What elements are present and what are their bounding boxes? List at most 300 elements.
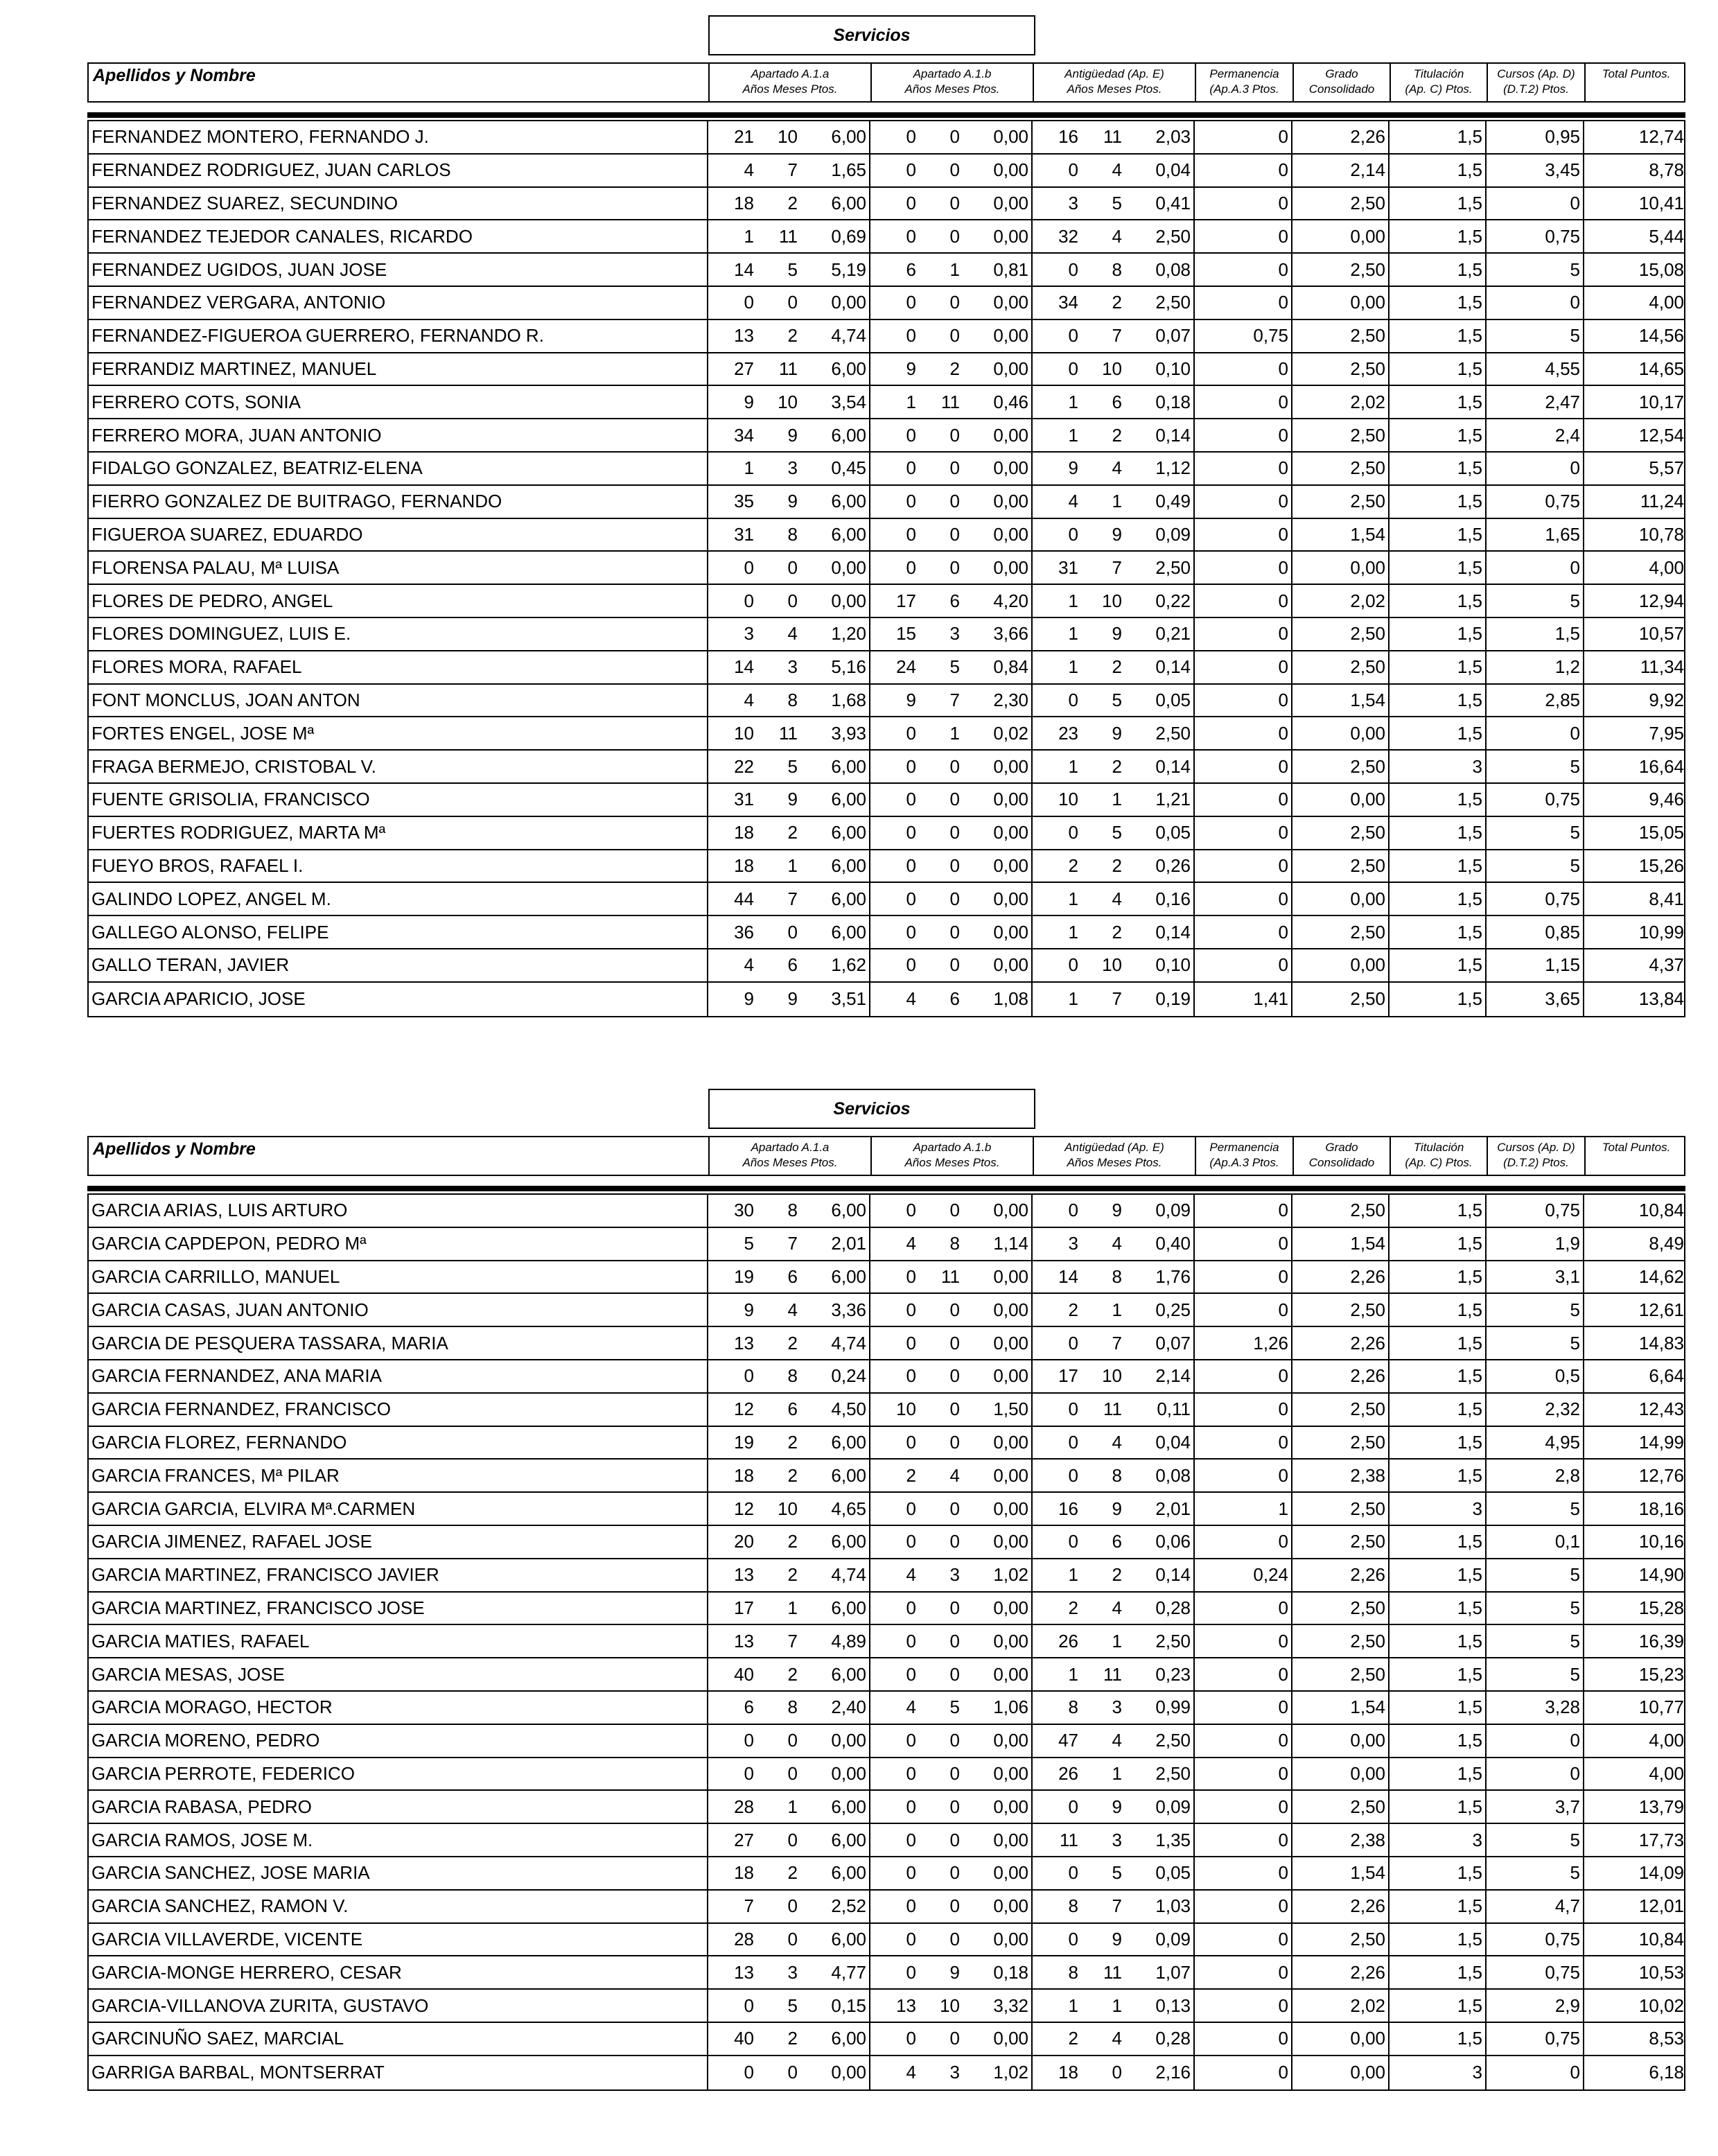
table-row <box>89 751 1684 784</box>
cell-value: 5 <box>1570 1862 1580 1884</box>
cell-value: 0 <box>787 921 798 943</box>
cell-value: 1 <box>1112 789 1122 810</box>
cell-value: 0,75 <box>1545 2028 1580 2049</box>
cell-value: 2 <box>1112 854 1122 876</box>
cell-value: 0,69 <box>831 225 866 247</box>
cell-value: 0 <box>1068 1862 1078 1884</box>
cell-value: 26 <box>1058 1630 1078 1651</box>
cell-value: 0 <box>949 424 960 446</box>
cell-value: 0,75 <box>1545 1928 1580 1949</box>
cell-value: 2,50 <box>1350 1431 1385 1453</box>
cell-value: 14,62 <box>1638 1265 1684 1287</box>
cell-value: 1,5 <box>1457 689 1482 710</box>
cell-value: 13 <box>734 1961 754 1983</box>
cell-value: 13,79 <box>1638 1796 1684 1817</box>
cell-value: 1,5 <box>1457 1730 1482 1751</box>
cell-value: 28 <box>734 1796 754 1817</box>
cell-value: 2,26 <box>1350 1961 1385 1983</box>
column-header-line: Apartado A.1.b <box>913 67 992 80</box>
cell-value: 2,50 <box>1350 1630 1385 1651</box>
cell-value: 13 <box>896 1995 916 2016</box>
cell-value: 0 <box>1278 656 1288 678</box>
cell-value: 2,26 <box>1350 126 1385 148</box>
column-header-line: Años Meses Ptos. <box>1067 1156 1162 1169</box>
cell-value: 15,26 <box>1638 854 1684 876</box>
cell-value: 0 <box>949 1597 960 1618</box>
cell-value: 1 <box>1068 755 1078 777</box>
cell-value: 1,54 <box>1350 1697 1385 1718</box>
cell-value: 31 <box>734 523 754 545</box>
cell-value: 7 <box>787 888 798 909</box>
cell-value: 5 <box>949 656 960 678</box>
cell-value: 1,26 <box>1253 1332 1288 1353</box>
cell-name: GARCIA MARTINEZ, FRANCISCO JOSE <box>91 1597 425 1618</box>
cell-value: 0 <box>1278 623 1288 645</box>
cell-value: 0,00 <box>831 1730 866 1751</box>
cell-value: 2 <box>1112 292 1122 313</box>
cell-value: 0 <box>1112 2062 1122 2083</box>
cell-value: 17 <box>1058 1365 1078 1387</box>
cell-value: 0 <box>906 523 916 545</box>
table-row <box>89 188 1684 221</box>
cell-value: 2,50 <box>1350 1299 1385 1320</box>
cell-value: 0 <box>1068 523 1078 545</box>
cell-value: 2,32 <box>1545 1399 1580 1420</box>
cell-value: 0 <box>949 822 960 843</box>
cell-value: 2,50 <box>1155 722 1191 744</box>
cell-value: 21 <box>734 126 754 148</box>
cell-value: 2,50 <box>1350 192 1385 213</box>
cell-value: 4,00 <box>1649 1762 1684 1784</box>
cell-value: 13,84 <box>1638 988 1684 1010</box>
cell-value: 1,14 <box>993 1233 1028 1254</box>
cell-value: 8 <box>787 1697 798 1718</box>
cell-value: 1,5 <box>1457 1895 1482 1917</box>
cell-value: 5 <box>1112 689 1122 710</box>
cell-value: 0,02 <box>993 722 1028 744</box>
cell-value: 1 <box>1068 656 1078 678</box>
table-row <box>89 1195 1684 1228</box>
table-row <box>89 1956 1684 1990</box>
cell-value: 0 <box>787 292 798 313</box>
cell-value: 0,00 <box>993 159 1028 181</box>
cell-value: 1,5 <box>1457 225 1482 247</box>
cell-value: 6,00 <box>831 1663 866 1685</box>
cell-value: 0 <box>949 1332 960 1353</box>
cell-value: 0,75 <box>1253 325 1288 347</box>
cell-value: 4 <box>906 2062 916 2083</box>
cell-name: GARCIA RAMOS, JOSE M. <box>91 1829 313 1850</box>
cell-value: 12,76 <box>1638 1464 1684 1486</box>
cell-value: 0 <box>949 457 960 479</box>
cell-value: 15,23 <box>1638 1663 1684 1685</box>
cell-value: 6,00 <box>831 491 866 512</box>
cell-value: 2,26 <box>1350 1564 1385 1586</box>
cell-value: 7 <box>787 159 798 181</box>
cell-value: 5,16 <box>831 656 866 678</box>
cell-value: 0,00 <box>831 292 866 313</box>
cell-value: 44 <box>734 888 754 909</box>
cell-value: 0,00 <box>993 1431 1028 1453</box>
cell-value: 0,28 <box>1155 1597 1191 1618</box>
table-row <box>89 1427 1684 1460</box>
cell-value: 0 <box>1278 954 1288 976</box>
cell-name: FLORES DE PEDRO, ANGEL <box>91 590 333 611</box>
cell-value: 3 <box>1472 1829 1482 1850</box>
column-header-line: Permanencia <box>1209 1141 1279 1154</box>
cell-value: 2 <box>787 1464 798 1486</box>
cell-value: 0 <box>1278 258 1288 280</box>
cell-value: 0 <box>787 556 798 578</box>
cell-value: 0 <box>1278 391 1288 412</box>
cell-value: 4,74 <box>831 325 866 347</box>
cell-value: 0 <box>906 1663 916 1685</box>
cell-name: FERNANDEZ SUAREZ, SECUNDINO <box>91 192 398 213</box>
cell-value: 0,00 <box>1350 292 1385 313</box>
cell-value: 1,5 <box>1457 854 1482 876</box>
cell-value: 9,92 <box>1649 689 1684 710</box>
cell-value: 6,00 <box>831 1928 866 1949</box>
cell-value: 4 <box>787 623 798 645</box>
cell-value: 5 <box>1570 755 1580 777</box>
cell-value: 12 <box>734 1399 754 1420</box>
cell-value: 36 <box>734 921 754 943</box>
cell-value: 4,95 <box>1545 1431 1580 1453</box>
cell-value: 6,00 <box>831 1862 866 1884</box>
cell-value: 10,57 <box>1638 623 1684 645</box>
cell-value: 3,66 <box>993 623 1028 645</box>
cell-value: 0,00 <box>1350 2028 1385 2049</box>
cell-value: 8 <box>1112 1464 1122 1486</box>
cell-value: 1,20 <box>831 623 866 645</box>
cell-value: 2,50 <box>1155 225 1191 247</box>
cell-value: 9 <box>906 358 916 379</box>
cell-name: FLORES MORA, RAFAEL <box>91 656 302 678</box>
column-header-row <box>87 62 1685 103</box>
cell-value: 2,26 <box>1350 1365 1385 1387</box>
cell-value: 2 <box>787 1663 798 1685</box>
cell-name: GARCIA FERNANDEZ, ANA MARIA <box>91 1365 382 1387</box>
cell-value: 16 <box>1058 126 1078 148</box>
column-header-line: (Ap. C) Ptos. <box>1405 82 1473 96</box>
cell-value: 4 <box>1112 888 1122 909</box>
cell-value: 2,50 <box>1350 358 1385 379</box>
cell-value: 2 <box>787 1332 798 1353</box>
cell-value: 2,50 <box>1350 1200 1385 1221</box>
cell-value: 0 <box>906 159 916 181</box>
cell-name: GARCIA MATIES, RAFAEL <box>91 1630 310 1651</box>
cell-value: 6 <box>787 1265 798 1287</box>
cell-value: 1 <box>906 391 916 412</box>
cell-value: 9,46 <box>1649 789 1684 810</box>
cell-value: 40 <box>734 1663 754 1685</box>
cell-value: 0,00 <box>993 1762 1028 1784</box>
cell-value: 0 <box>1278 1829 1288 1850</box>
cell-value: 0,00 <box>1350 1730 1385 1751</box>
cell-name: FUERTES RODRIGUEZ, MARTA Mª <box>91 822 386 843</box>
cell-value: 0 <box>949 1299 960 1320</box>
cell-value: 6,64 <box>1649 1365 1684 1387</box>
cell-value: 0,21 <box>1155 623 1191 645</box>
cell-name: FLORES DOMINGUEZ, LUIS E. <box>91 623 351 645</box>
cell-value: 6,00 <box>831 1464 866 1486</box>
cell-value: 4 <box>1112 1730 1122 1751</box>
cell-value: 0 <box>906 1961 916 1983</box>
table-row <box>89 685 1684 718</box>
column-header-total <box>1584 64 1687 101</box>
cell-value: 11 <box>1103 126 1122 148</box>
cell-value: 22 <box>734 755 754 777</box>
cell-value: 0 <box>1278 1796 1288 1817</box>
table-row <box>89 155 1684 188</box>
table-row <box>89 419 1684 453</box>
cell-value: 1 <box>1068 988 1078 1010</box>
table-row <box>89 651 1684 685</box>
cell-value: 5 <box>1570 1564 1580 1586</box>
cell-value: 6,00 <box>831 1829 866 1850</box>
cell-value: 0,85 <box>1545 921 1580 943</box>
table-row <box>89 1791 1684 1824</box>
cell-value: 13 <box>734 1564 754 1586</box>
cell-value: 0 <box>1278 523 1288 545</box>
cell-value: 28 <box>734 1928 754 1949</box>
cell-value: 0 <box>906 424 916 446</box>
cell-value: 6,00 <box>831 1796 866 1817</box>
cell-value: 0 <box>906 1597 916 1618</box>
cell-value: 2,50 <box>1350 1663 1385 1685</box>
cell-name: GARCIA-VILLANOVA ZURITA, GUSTAVO <box>91 1995 429 2016</box>
cell-value: 10,84 <box>1638 1928 1684 1949</box>
cell-value: 2 <box>1068 1597 1078 1618</box>
cell-value: 0 <box>1570 556 1580 578</box>
cell-value: 0,00 <box>1350 789 1385 810</box>
cell-name: GALLO TERAN, JAVIER <box>91 954 290 976</box>
cell-value: 2,50 <box>1155 1762 1191 1784</box>
cell-value: 3 <box>787 457 798 479</box>
cell-value: 2,50 <box>1350 1928 1385 1949</box>
cell-value: 0 <box>949 954 960 976</box>
table-row <box>89 1725 1684 1758</box>
cell-value: 11 <box>779 358 798 379</box>
table-row <box>89 1460 1684 1493</box>
cell-value: 0 <box>906 1730 916 1751</box>
cell-value: 2,50 <box>1155 1630 1191 1651</box>
cell-value: 0,00 <box>831 556 866 578</box>
cell-value: 1,5 <box>1457 722 1482 744</box>
table-row <box>89 784 1684 817</box>
cell-value: 1 <box>744 225 754 247</box>
cell-value: 7 <box>787 1630 798 1651</box>
cell-value: 9 <box>787 988 798 1010</box>
cell-value: 1,5 <box>1457 1531 1482 1552</box>
table-row <box>89 1327 1684 1360</box>
cell-value: 11 <box>779 225 798 247</box>
cell-value: 40 <box>734 2028 754 2049</box>
cell-value: 0,09 <box>1155 523 1191 545</box>
cell-value: 5 <box>787 1995 798 2016</box>
cell-value: 1,35 <box>1155 1829 1191 1850</box>
cell-value: 2,50 <box>1350 1597 1385 1618</box>
cell-value: 1,5 <box>1457 1464 1482 1486</box>
cell-value: 11 <box>1103 1961 1122 1983</box>
cell-value: 5 <box>1570 590 1580 611</box>
cell-value: 4 <box>744 159 754 181</box>
cell-value: 34 <box>734 424 754 446</box>
cell-value: 9 <box>1112 523 1122 545</box>
cell-name: FERRANDIZ MARTINEZ, MANUEL <box>91 358 377 379</box>
cell-value: 3,54 <box>831 391 866 412</box>
cell-value: 0 <box>906 1498 916 1519</box>
table-row <box>89 1593 1684 1626</box>
column-header-total <box>1584 1137 1687 1175</box>
cell-value: 0 <box>906 1762 916 1784</box>
cell-value: 0 <box>1278 1265 1288 1287</box>
cell-value: 0 <box>1068 1796 1078 1817</box>
cell-value: 0 <box>949 1365 960 1387</box>
cell-value: 0,18 <box>1155 391 1191 412</box>
column-header-name_col: Apellidos y Nombre <box>93 1139 256 1159</box>
header-divider <box>87 1186 1685 1191</box>
cell-value: 10 <box>778 1498 798 1519</box>
cell-value: 9 <box>744 988 754 1010</box>
column-header-line: (D.T.2) Ptos. <box>1503 82 1569 96</box>
cell-value: 8 <box>1068 1895 1078 1917</box>
cell-value: 12 <box>734 1498 754 1519</box>
cell-value: 24 <box>896 656 916 678</box>
cell-value: 9 <box>1112 1498 1122 1519</box>
column-header-line: Años Meses Ptos. <box>904 82 1000 96</box>
cell-value: 8 <box>787 689 798 710</box>
cell-value: 0,00 <box>993 1663 1028 1685</box>
cell-value: 0,00 <box>993 822 1028 843</box>
cell-value: 9 <box>1112 1200 1122 1221</box>
cell-value: 0 <box>906 225 916 247</box>
cell-value: 27 <box>734 1829 754 1850</box>
cell-value: 2,26 <box>1350 1332 1385 1353</box>
cell-value: 1,5 <box>1457 822 1482 843</box>
cell-value: 7 <box>1112 325 1122 347</box>
cell-value: 12,94 <box>1638 590 1684 611</box>
cell-value: 1 <box>1112 1762 1122 1784</box>
cell-value: 1,50 <box>993 1399 1028 1420</box>
cell-value: 2,38 <box>1350 1829 1385 1850</box>
cell-value: 0 <box>1278 590 1288 611</box>
cell-value: 4,89 <box>831 1630 866 1651</box>
cell-name: GARCIA GARCIA, ELVIRA Mª.CARMEN <box>91 1498 416 1519</box>
cell-value: 6 <box>949 590 960 611</box>
cell-value: 1,65 <box>1545 523 1580 545</box>
cell-value: 1,5 <box>1457 656 1482 678</box>
cell-name: FLORENSA PALAU, Mª LUISA <box>91 556 340 578</box>
cell-value: 6,00 <box>831 1531 866 1552</box>
cell-value: 0 <box>949 1895 960 1917</box>
cell-value: 0 <box>1068 1928 1078 1949</box>
cell-value: 0,00 <box>993 1200 1028 1221</box>
cell-value: 16,64 <box>1638 755 1684 777</box>
cell-value: 12,61 <box>1638 1299 1684 1320</box>
cell-value: 6,00 <box>831 1200 866 1221</box>
cell-value: 10,53 <box>1638 1961 1684 1983</box>
cell-value: 6 <box>1112 391 1122 412</box>
table-row <box>89 1658 1684 1692</box>
cell-value: 1 <box>744 457 754 479</box>
cell-value: 5 <box>1112 822 1122 843</box>
cell-value: 15,28 <box>1638 1597 1684 1618</box>
cell-value: 0 <box>1570 722 1580 744</box>
cell-value: 1,5 <box>1457 954 1482 976</box>
cell-value: 9 <box>744 1299 754 1320</box>
cell-value: 0,00 <box>993 292 1028 313</box>
cell-value: 4,37 <box>1649 954 1684 976</box>
cell-value: 1,12 <box>1155 457 1191 479</box>
cell-value: 11 <box>1103 1399 1122 1420</box>
cell-value: 3 <box>949 1564 960 1586</box>
cell-value: 1 <box>1068 623 1078 645</box>
cell-value: 0,00 <box>993 1265 1028 1287</box>
cell-value: 6 <box>787 954 798 976</box>
cell-name: FERNANDEZ MONTERO, FERNANDO J. <box>91 126 429 148</box>
cell-name: GARCIA PERROTE, FEDERICO <box>91 1762 355 1784</box>
cell-value: 8 <box>1112 1265 1122 1287</box>
cell-value: 0 <box>1278 1630 1288 1651</box>
table-row <box>89 1924 1684 1957</box>
table-row <box>89 386 1684 419</box>
cell-value: 0,00 <box>831 1762 866 1784</box>
cell-value: 7 <box>1112 1332 1122 1353</box>
cell-value: 7 <box>949 689 960 710</box>
cell-name: FIERRO GONZALEZ DE BUITRAGO, FERNANDO <box>91 491 502 512</box>
cell-value: 10 <box>1102 358 1122 379</box>
cell-value: 2 <box>1112 424 1122 446</box>
table-row <box>89 320 1684 353</box>
cell-value: 0 <box>744 556 754 578</box>
cell-value: 2,52 <box>831 1895 866 1917</box>
cell-value: 1,5 <box>1457 1995 1482 2016</box>
cell-value: 0 <box>1068 1332 1078 1353</box>
cell-value: 2,50 <box>1350 457 1385 479</box>
column-header-antig <box>1033 1137 1195 1175</box>
cell-value: 3,1 <box>1554 1265 1580 1287</box>
cell-value: 3,7 <box>1554 1796 1580 1817</box>
column-header-line: (Ap.A.3 Ptos. <box>1209 82 1279 96</box>
cell-value: 4,7 <box>1554 1895 1580 1917</box>
cell-value: 0 <box>1068 689 1078 710</box>
cell-name: FORTES ENGEL, JOSE Mª <box>91 722 315 744</box>
table-row <box>89 618 1684 651</box>
cell-value: 10 <box>778 391 798 412</box>
cell-value: 0 <box>1278 722 1288 744</box>
column-header-line: Total Puntos. <box>1602 67 1671 80</box>
table-row <box>89 1294 1684 1327</box>
cell-value: 0,00 <box>993 1630 1028 1651</box>
cell-value: 0 <box>1278 1730 1288 1751</box>
cell-value: 10 <box>1058 789 1078 810</box>
column-header-line: Años Meses Ptos. <box>742 82 838 96</box>
cell-value: 17 <box>896 590 916 611</box>
cell-value: 1,5 <box>1457 1564 1482 1586</box>
cell-value: 0,00 <box>993 755 1028 777</box>
cell-value: 18 <box>1058 2062 1078 2083</box>
cell-value: 2,50 <box>1350 921 1385 943</box>
table-row <box>89 1394 1684 1427</box>
cell-value: 3,45 <box>1545 159 1580 181</box>
cell-value: 2,50 <box>1155 556 1191 578</box>
cell-value: 1,5 <box>1457 1961 1482 1983</box>
cell-value: 26 <box>1058 1762 1078 1784</box>
cell-value: 11 <box>1060 1829 1078 1850</box>
cell-value: 0 <box>906 1829 916 1850</box>
cell-value: 31 <box>1058 556 1078 578</box>
